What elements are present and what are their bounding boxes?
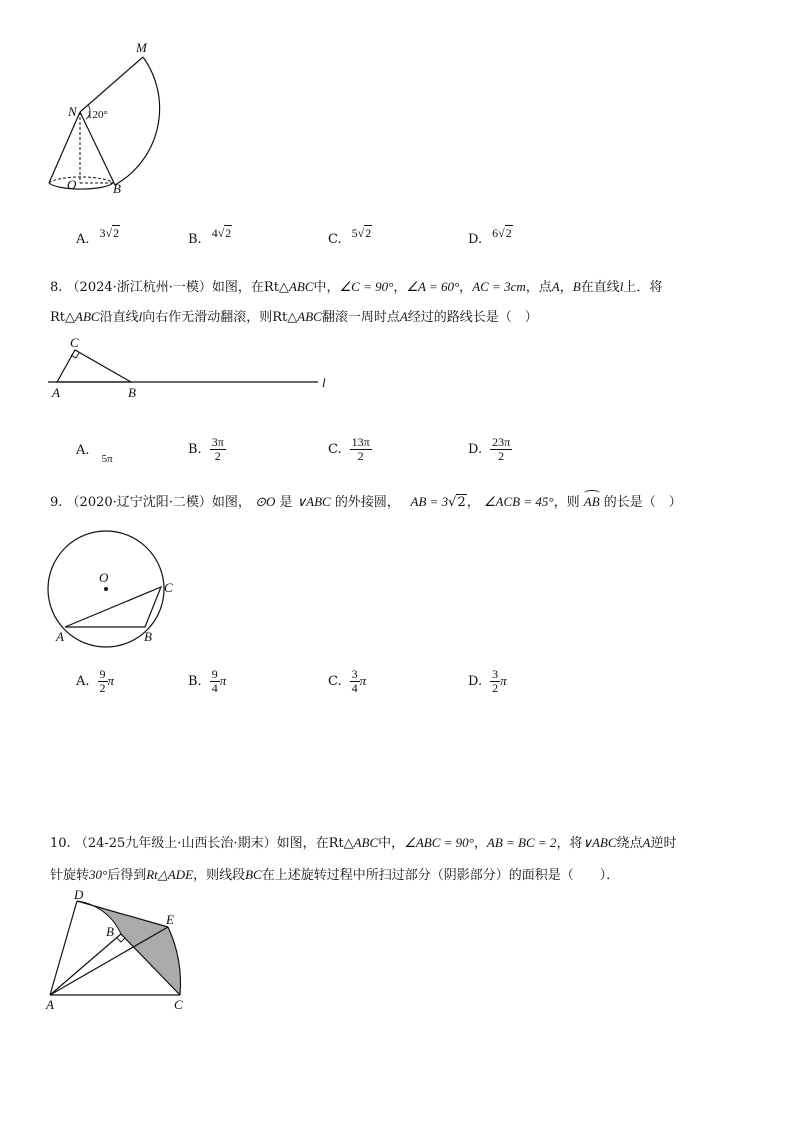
q7-radius-nm — [80, 57, 143, 112]
q9-stem: 9. （2020·辽宁沈阳·二模）如图， ⊙O 是 ∨ABC 的外接圆， AB = 3√2， ∠ACB = 45°，则 AB 的长是（ ） — [50, 494, 682, 510]
q8-label-l: l — [322, 375, 326, 390]
q7-option-a[interactable]: A. 3√2 — [76, 226, 120, 247]
q9-option-c[interactable]: C. $\frac{3}{4}$ π — [328, 667, 367, 695]
q10-label-b: B — [106, 924, 114, 939]
q7-option-b[interactable]: B. 4√2 — [188, 226, 232, 247]
q9-option-a[interactable]: A. $\frac{9}{2}$ π — [76, 667, 115, 695]
q7-base-front — [49, 183, 113, 189]
q8-stem-line1: 8. （2024·浙江杭州·一模）如图，在Rt△ABC中，∠C = 90°，∠A = 60°，AC = 3cm，点A，B在直线l上．将 — [50, 279, 663, 295]
q10-shaded-region — [77, 901, 180, 995]
q8-label-a: A — [52, 385, 60, 400]
q10-segment-ad — [50, 901, 77, 995]
q9-label-o: O — [99, 570, 109, 585]
q9-circle-figure — [40, 525, 190, 650]
q10-label-a: A — [46, 997, 54, 1012]
q10-label-d: D — [74, 890, 84, 902]
q9-label-c: C — [164, 580, 173, 595]
q9-triangle — [65, 587, 161, 627]
q7-base-back — [49, 177, 113, 183]
q8-option-b[interactable]: B. $\frac{3\pi}{2}$ — [188, 435, 224, 463]
q7-label-o: O — [67, 177, 77, 192]
q9-option-b[interactable]: B. $\frac{9}{4}$ π — [188, 667, 227, 695]
q9-label-b: B — [144, 629, 152, 644]
q7-cone-figure — [40, 40, 200, 200]
q7-cone-left-edge — [49, 112, 80, 183]
q10-stem-line2: 针旋转30°后得到Rt△ADE，则线段BC在上述旋转过程中所扫过部分（阴影部分）的面积是（ ）． — [50, 867, 620, 883]
q8-right-angle — [71, 353, 79, 358]
q8-option-a[interactable]: A. $_{5\pi}$ — [76, 443, 113, 465]
q9-option-d[interactable]: D. $\frac{3}{2}$ π — [468, 667, 507, 695]
q7-label-n: N — [68, 104, 77, 119]
q9-label-a: A — [56, 629, 64, 644]
q8-triangle — [57, 350, 131, 382]
q7-label-b: B — [113, 181, 121, 196]
q7-option-c[interactable]: C. 5√2 — [328, 226, 372, 247]
q7-label-angle: 120° — [87, 109, 108, 121]
q8-label-b: B — [128, 385, 136, 400]
q10-label-c: C — [174, 997, 183, 1012]
q10-right-angle — [117, 938, 125, 942]
q8-stem-line2: Rt△ABC沿直线l向右作无滑动翻滚，则Rt△ABC翻滚一周时点A经过的路线长是（ ） — [50, 309, 538, 325]
q9-center-dot — [104, 587, 108, 591]
q10-rotation-figure — [40, 890, 200, 1015]
q8-label-c: C — [70, 335, 79, 350]
q8-option-d[interactable]: D. $\frac{23\pi}{2}$ — [468, 435, 511, 463]
q8-triangle-figure — [40, 332, 340, 402]
q7-radius-nb — [80, 112, 115, 185]
q10-segment-ab — [50, 934, 121, 995]
q8-option-c[interactable]: C. $\frac{13\pi}{2}$ — [328, 435, 370, 463]
q10-label-e: E — [166, 912, 174, 927]
q7-label-m: M — [136, 40, 147, 55]
q7-option-d[interactable]: D. 6√2 — [468, 226, 512, 247]
q10-stem-line1: 10. （24-25九年级上·山西长治·期末）如图，在Rt△ABC中，∠ABC = 90°，AB = BC = 2，将∨ABC绕点A逆时 — [50, 835, 677, 851]
